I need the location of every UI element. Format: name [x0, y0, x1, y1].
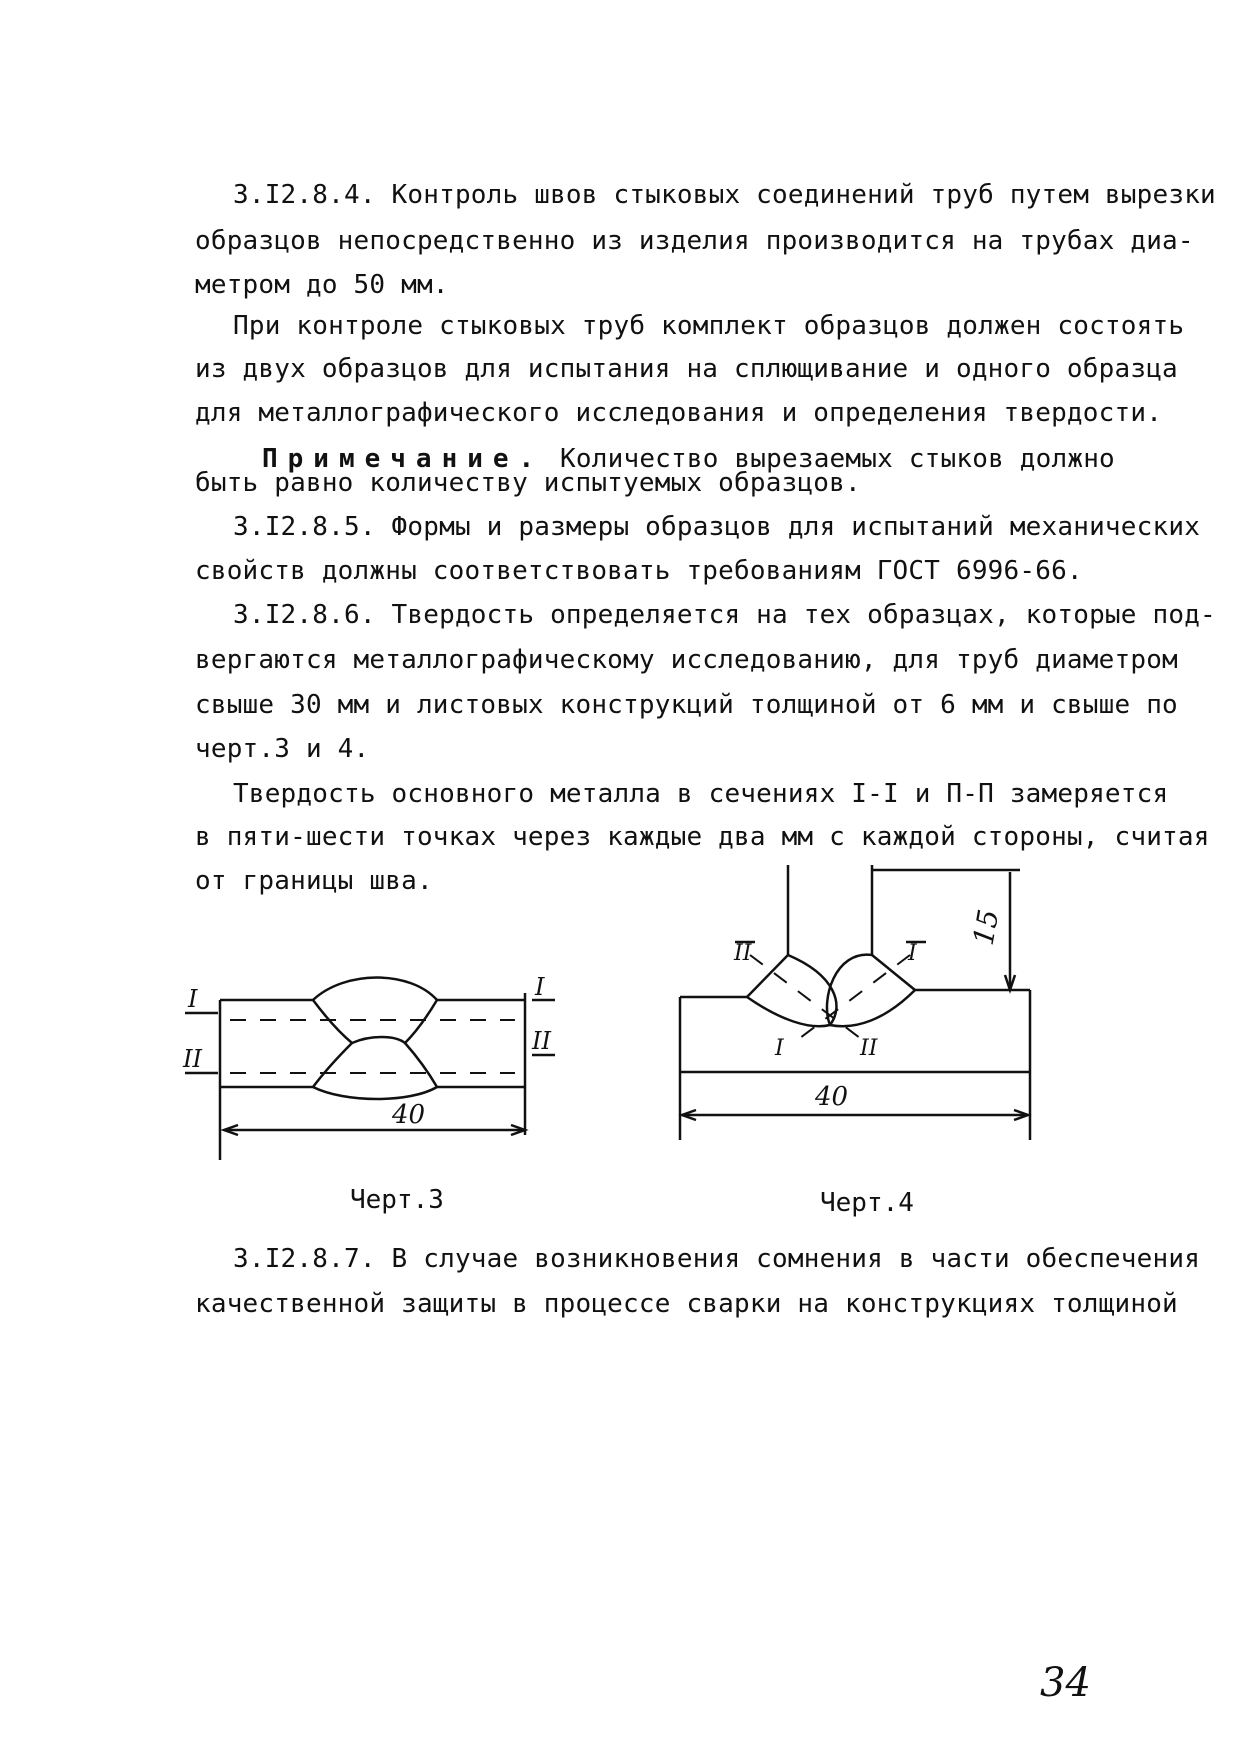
note-label: Примечание. — [262, 444, 545, 474]
fig3-label-bottom-left: II — [183, 1045, 202, 1073]
fig3-dimension: 40 — [392, 1100, 426, 1130]
p1-line2: образцов непосредственно из изделия производится на трубах диа- — [195, 226, 1194, 256]
p4-line1: 3.I2.8.6. Твердость определяется на тех образцах, которые под- — [233, 600, 1216, 630]
fig4-label-top-right: I — [908, 941, 917, 966]
figure-3-caption: Черт.3 — [350, 1185, 444, 1215]
fig3-label-top-right: I — [535, 973, 545, 1001]
p5-line3: от границы шва. — [195, 866, 433, 896]
fig4-dimension-width: 40 — [815, 1082, 849, 1112]
fig4-dimension-height: 15 — [966, 906, 1006, 948]
p2-line3: для металлографического исследования и определения твердости. — [195, 398, 1163, 428]
p2-line2: из двух образцов для испытания на сплющивание и одного образца — [195, 354, 1178, 384]
p5-line1: Твердость основного металла в сечениях I-I и П-П замеряется — [233, 779, 1169, 809]
fig3-label-top-left: I — [188, 985, 198, 1013]
fig4-label-top-left: II — [734, 941, 752, 966]
note-text: Количество вырезаемых стыков должно — [560, 444, 1115, 474]
fig4-label-bottom-left: I — [775, 1036, 784, 1061]
p1-line3: метром до 50 мм. — [195, 270, 449, 300]
p6-line2: качественной защиты в процессе сварки на конструкциях толщиной — [195, 1289, 1178, 1319]
p3-line2: свойств должны соответствовать требованиям ГОСТ 6996-66. — [195, 556, 1083, 586]
p1-line1: 3.I2.8.4. Контроль швов стыковых соединений труб путем вырезки — [233, 180, 1216, 210]
p4-line3: свыше 30 мм и листовых конструкций толщиной от 6 мм и свыше по — [195, 690, 1178, 720]
fig4-label-bottom-right: II — [860, 1036, 878, 1061]
note-line2: быть равно количеству испытуемых образцов. — [195, 468, 861, 498]
p6-line1: 3.I2.8.7. В случае возникновения сомнения в части обеспечения — [233, 1244, 1201, 1274]
figure-3-drawing — [180, 975, 560, 1175]
p4-line2: вергаются металлографическому исследованию, для труб диаметром — [195, 645, 1178, 675]
p3-line1: 3.I2.8.5. Формы и размеры образцов для испытаний механических — [233, 512, 1201, 542]
fig3-label-bottom-right: II — [532, 1027, 551, 1055]
p4-line4: черт.3 и 4. — [195, 734, 370, 764]
figure-4-drawing — [670, 860, 1070, 1160]
page-number: 34 — [1040, 1660, 1091, 1706]
p2-line1: При контроле стыковых труб комплект образцов должен состоять — [233, 311, 1185, 341]
figure-4-caption: Черт.4 — [820, 1188, 914, 1218]
p5-line2: в пяти-шести точках через каждые два мм с каждой стороны, считая — [195, 822, 1210, 852]
